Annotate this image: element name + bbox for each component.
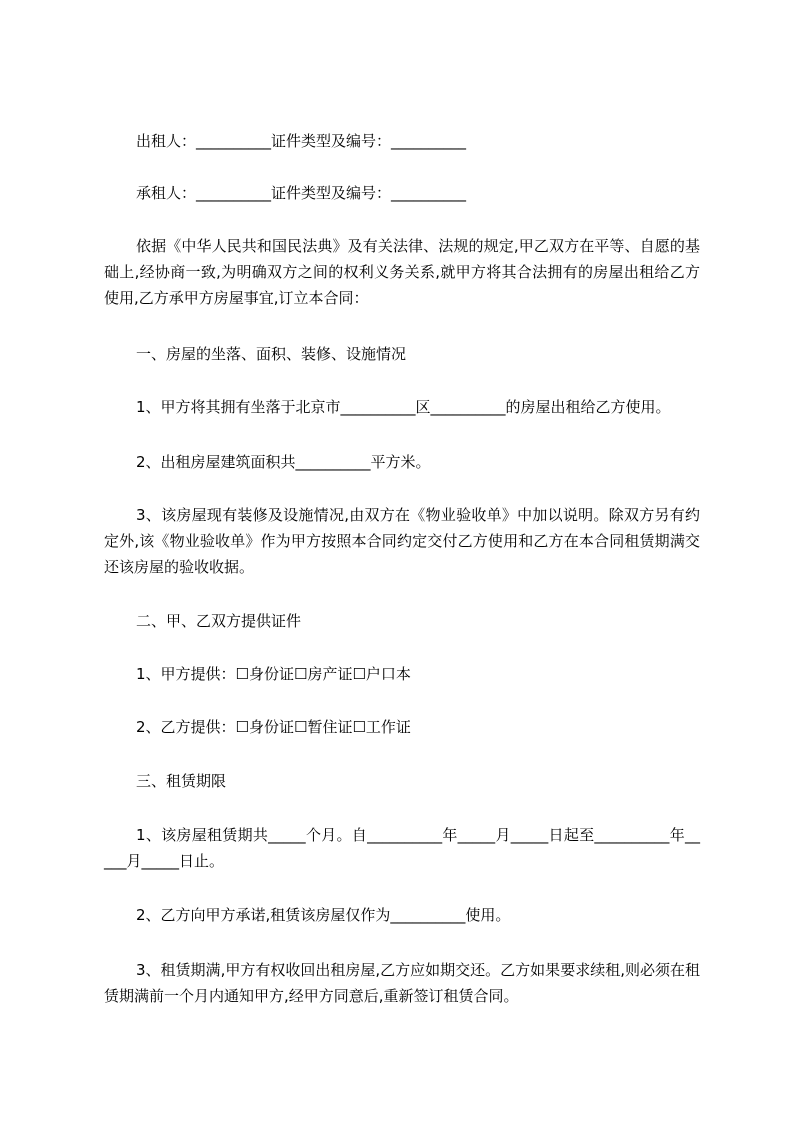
clause-3-1: 1、该房屋租赁期共_____个月。自__________年_____月_____日起至__________年_____月_____日止。 <box>104 826 700 870</box>
lessee-line: 承租人：__________证件类型及编号：__________ <box>136 184 467 202</box>
section-heading-3: 三、租赁期限 <box>136 772 227 790</box>
section-heading-2: 二、甲、乙双方提供证件 <box>136 612 302 630</box>
clause-1-3: 3、该房屋现有装修及设施情况,由双方在《物业验收单》中加以说明。除双方另有约定外,该《物业验收单》作为甲方按照本合同约定交付乙方使用和乙方在本合同租赁期满交还该房屋的验收收据。 <box>104 506 700 576</box>
section-heading-1: 一、房屋的坐落、面积、装修、设施情况 <box>136 345 407 363</box>
clause-2-1: 1、甲方提供：☐身份证☐房产证☐户口本 <box>136 665 411 683</box>
clause-1-1: 1、甲方将其拥有坐落于北京市__________区__________的房屋出租给乙方使用。 <box>136 398 671 416</box>
preamble-paragraph: 依据《中华人民共和国民法典》及有关法律、法规的规定,甲乙双方在平等、自愿的基础上,经协商一致,为明确双方之间的权利义务关系,就甲方将其合法拥有的房屋出租给乙方使用,乙方承甲方房屋事宜,订立本合同： <box>104 237 700 307</box>
clause-3-2: 2、乙方向甲方承诺,租赁该房屋仅作为__________使用。 <box>136 906 511 924</box>
clause-1-2: 2、出租房屋建筑面积共__________平方米。 <box>136 453 431 471</box>
lessor-line: 出租人：__________证件类型及编号：__________ <box>136 132 467 150</box>
clause-2-2: 2、乙方提供：☐身份证☐暂住证☐工作证 <box>136 718 411 736</box>
clause-3-3: 3、租赁期满,甲方有权收回出租房屋,乙方应如期交还。乙方如果要求续租,则必须在租赁期满前一个月内通知甲方,经甲方同意后,重新签订租赁合同。 <box>104 961 700 1005</box>
